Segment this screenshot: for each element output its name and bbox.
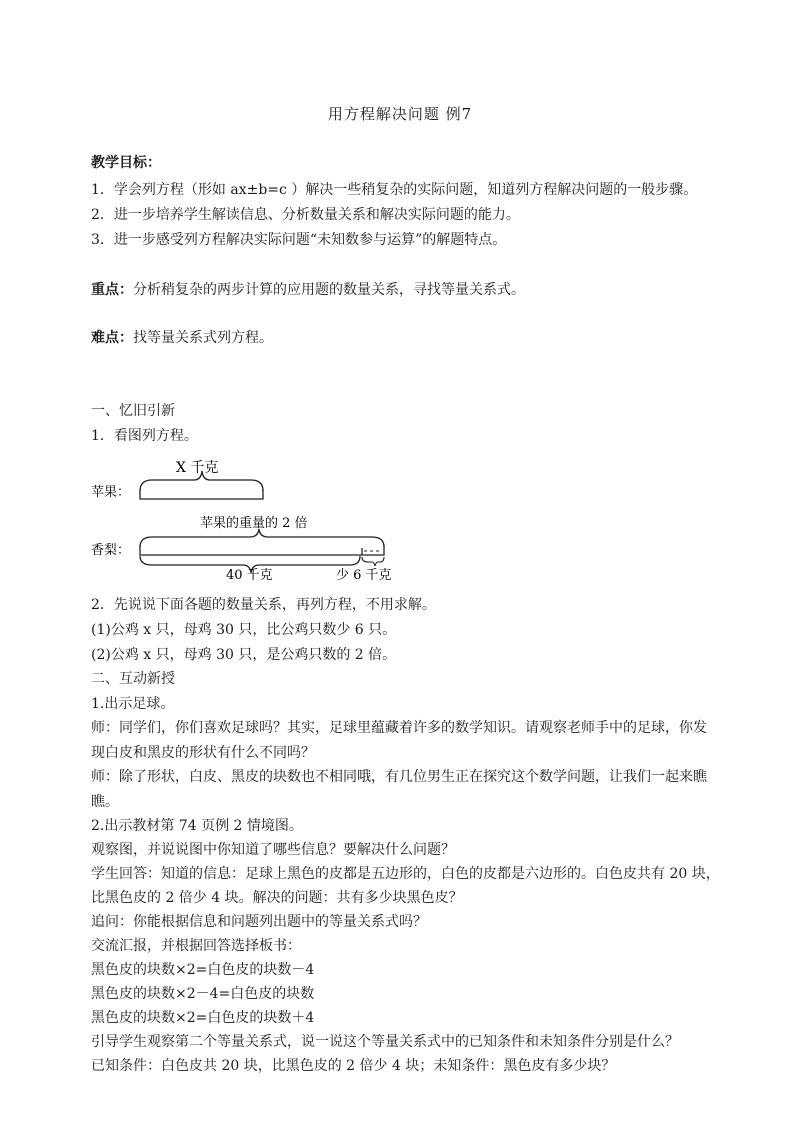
section2-line: 黑色皮的块数×2－4=白色皮的块数: [91, 986, 315, 1002]
objectives-heading: 教学目标：: [91, 155, 161, 171]
section1-heading: 一、忆旧引新: [91, 403, 175, 419]
pear-bottom-brace-right: [362, 557, 384, 566]
difficulty: [91, 328, 273, 348]
section1-item2: 2．先说说下面各题的数量关系，再列方程，不用求解。: [91, 597, 436, 613]
apple-weight-label: X 千克: [176, 460, 219, 476]
difficulty-label: 难点：: [91, 330, 133, 346]
section2-line: 黑色皮的块数×2=白色皮的块数－4: [91, 962, 315, 978]
section2-line: 2.出示教材第 74 页例 2 情境图。: [91, 818, 303, 834]
apple-top-brace: [140, 471, 263, 491]
pear-row-label: 香梨：: [91, 543, 131, 558]
key-point-label: 重点：: [91, 282, 133, 298]
pear-middle-label: 苹果的重量的 2 倍: [200, 516, 308, 531]
section2-heading: 二、互动新授: [91, 671, 175, 687]
pear-bottom-label-40: 40 千克: [226, 568, 273, 583]
objective-item: 3．进一步感受列方程解决实际问题“未知数参与运算”的解题特点。: [91, 232, 507, 248]
section2-line: 比黑色皮的 2 倍少 4 块。解决的问题：共有多少块黑色皮？: [91, 890, 463, 906]
objective-item: 1．学会列方程（形如 ax±b=c ）解决一些稍复杂的实际问题，知道列方程解决问题的一般步骤。: [91, 182, 698, 198]
section2-line: 瞧。: [91, 794, 119, 810]
section2-line: 学生回答：知道的信息：足球上黑色的皮都是五边形的，白色的皮都是六边形的。白色皮共有 20 块，: [91, 866, 720, 882]
apple-segment: [140, 489, 263, 499]
objective-item: 2．进一步培养学生解读信息、分析数量关系和解决实际问题的能力。: [91, 207, 520, 223]
section2-line: 1.出示足球。: [91, 696, 175, 712]
difficulty-text: 找等量关系式列方程。: [133, 330, 273, 346]
section2-line: 黑色皮的块数×2=白色皮的块数＋4: [91, 1010, 315, 1026]
section2-line: 师：同学们，你们喜欢足球吗？其实，足球里蕴藏着许多的数学知识。请观察老师手中的足球，你发: [91, 720, 707, 736]
section2-line: 师：除了形状，白皮、黑皮的块数也不相同哦，有几位男生正在探究这个数学问题，让我们一起来瞧: [91, 769, 707, 785]
section2-line: 已知条件：白色皮共 20 块，比黑色皮的 2 倍少 4 块；未知条件：黑色皮有多少块？: [91, 1058, 616, 1074]
key-point: [91, 280, 525, 300]
section2-line: 引导学生观察第二个等量关系式，说一说这个等量关系式中的已知条件和未知条件分别是什么？: [91, 1034, 679, 1050]
section1-item2a: (1)公鸡 x 只，母鸡 30 只，比公鸡只数少 6 只。: [91, 622, 397, 638]
page-title: 用方程解决问题 例7: [327, 105, 473, 123]
section2-line: 观察图，并说说图中你知道了哪些信息？要解决什么问题？: [91, 842, 455, 858]
section1-item1: 1．看图列方程。: [91, 428, 198, 444]
line-segment-diagram: [0, 455, 800, 590]
key-point-text: 分析稍复杂的两步计算的应用题的数量关系，寻找等量关系式。: [133, 282, 525, 298]
diagram-svg: [0, 455, 800, 590]
apple-row-label: 苹果：: [91, 485, 131, 500]
section2-line: 交流汇报，并根据回答选择板书：: [91, 938, 301, 954]
pear-bottom-label-less: 少 6 千克: [336, 568, 392, 583]
section2-line: 现白皮和黑皮的形状有什么不同吗？: [91, 745, 315, 761]
pear-top-brace: [140, 529, 384, 547]
section1-item2b: (2)公鸡 x 只，母鸡 30 只，是公鸡只数的 2 倍。: [91, 647, 397, 663]
pear-segment: [140, 545, 384, 555]
section2-line: 追问：你能根据信息和问题列出题中的等量关系式吗？: [91, 914, 427, 930]
